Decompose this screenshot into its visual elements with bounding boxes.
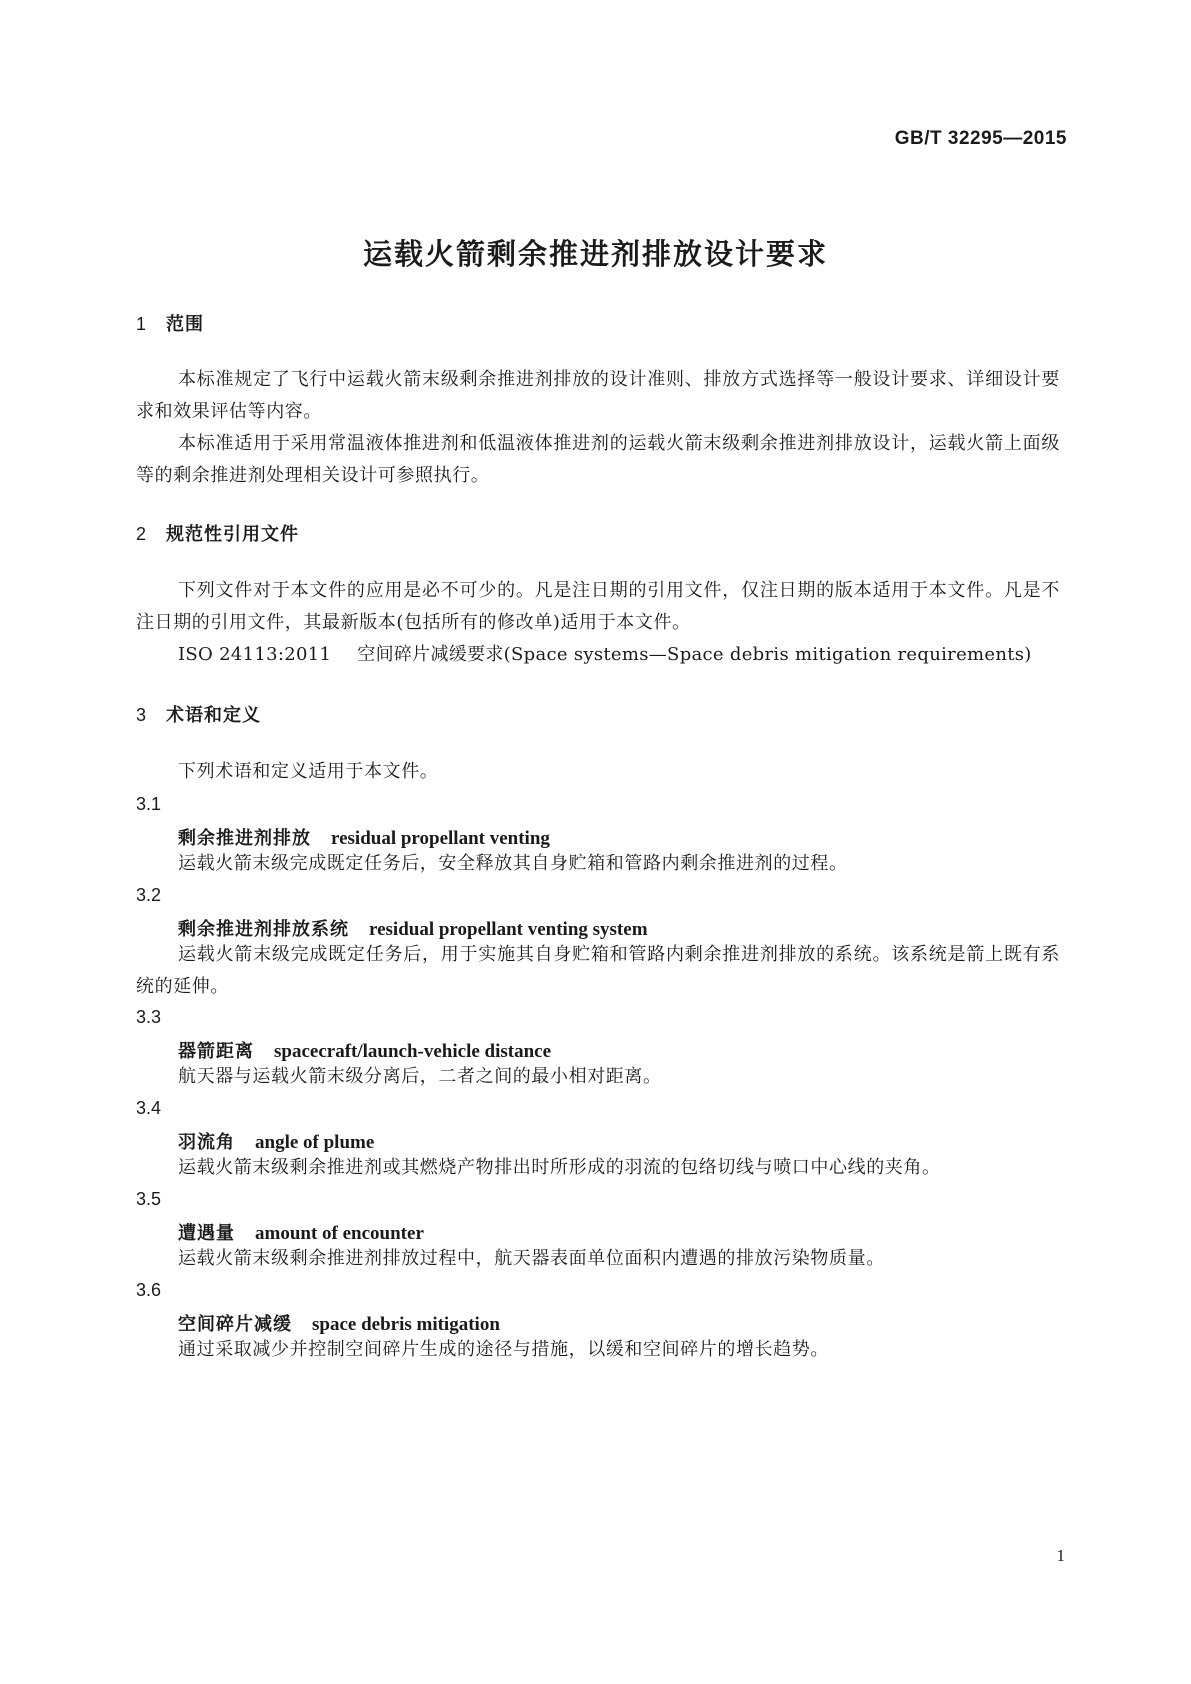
- terms-intro-paragraph: 下列术语和定义适用于本文件。: [178, 761, 439, 782]
- term-number: 3.4: [136, 1098, 162, 1118]
- term-entry: [178, 915, 648, 941]
- section-heading-normative-references: [136, 520, 299, 546]
- term-number: 3.6: [136, 1280, 162, 1300]
- term-entry: [178, 1219, 424, 1245]
- section-title: 范围: [166, 314, 204, 335]
- term-zh: 剩余推进剂排放: [178, 828, 311, 849]
- section-title: 术语和定义: [166, 705, 261, 726]
- term-en: spacecraft/launch-vehicle distance: [274, 1041, 552, 1062]
- scope-paragraph-1: 本标准规定了飞行中运载火箭末级剩余推进剂排放的设计准则、排放方式选择等一般设计要求、详细设计要求和效果评估等内容。: [136, 369, 1060, 422]
- section-heading-scope: [136, 310, 204, 336]
- section-number: 2: [136, 524, 148, 544]
- document-title: 运载火箭剩余推进剂排放设计要求: [362, 237, 828, 271]
- term-definition: 航天器与运载火箭末级分离后，二者之间的最小相对距离。: [178, 1066, 662, 1087]
- term-zh: 遭遇量: [178, 1223, 235, 1244]
- term-number: 3.5: [136, 1189, 162, 1209]
- term-number: 3.1: [136, 794, 162, 814]
- section-title: 规范性引用文件: [166, 524, 299, 545]
- section-heading-terms: [136, 701, 261, 727]
- term-en: residual propellant venting: [331, 828, 550, 849]
- term-en: residual propellant venting system: [369, 919, 648, 940]
- term-zh: 器箭距离: [178, 1041, 254, 1062]
- term-number: 3.2: [136, 885, 162, 905]
- section-number: 1: [136, 314, 148, 334]
- term-entry: [178, 1128, 374, 1154]
- term-definition: 运载火箭末级完成既定任务后，安全释放其自身贮箱和管路内剩余推进剂的过程。: [178, 853, 848, 874]
- term-entry: [178, 1310, 500, 1336]
- scope-paragraph-2: 本标准适用于采用常温液体推进剂和低温液体推进剂的运载火箭末级剩余推进剂排放设计，运载火箭上面级等的剩余推进剂处理相关设计可参照执行。: [136, 433, 1060, 486]
- term-en: amount of encounter: [255, 1223, 424, 1244]
- term-entry: [178, 824, 550, 850]
- term-definition: 通过采取减少并控制空间碎片生成的途径与措施，以缓和空间碎片的增长趋势。: [178, 1339, 829, 1360]
- term-en: space debris mitigation: [312, 1314, 500, 1335]
- term-zh: 剩余推进剂排放系统: [178, 919, 349, 940]
- term-zh: 空间碎片减缓: [178, 1314, 292, 1335]
- term-number: 3.3: [136, 1007, 162, 1027]
- term-zh: 羽流角: [178, 1132, 235, 1153]
- term-definition: 运载火箭末级剩余推进剂或其燃烧产物排出时所形成的羽流的包络切线与喷口中心线的夹角。: [178, 1157, 941, 1178]
- reference-title: 空间碎片减缓要求(Space systems—Space debris mitigation requirements): [357, 644, 1032, 665]
- reference-entry: [178, 640, 1032, 666]
- references-paragraph: 下列文件对于本文件的应用是必不可少的。凡是注日期的引用文件，仅注日期的版本适用于本文件。凡是不注日期的引用文件，其最新版本(包括所有的修改单)适用于本文件。: [136, 580, 1060, 633]
- term-en: angle of plume: [255, 1132, 375, 1153]
- page-number: 1: [1056, 1546, 1065, 1565]
- reference-code: ISO 24113:2011: [178, 644, 332, 665]
- term-entry: [178, 1037, 551, 1063]
- section-number: 3: [136, 705, 148, 725]
- standard-code: GB/T 32295—2015: [894, 128, 1067, 149]
- term-definition: 运载火箭末级剩余推进剂排放过程中，航天器表面单位面积内遭遇的排放污染物质量。: [178, 1248, 885, 1269]
- term-definition: 运载火箭末级完成既定任务后，用于实施其自身贮箱和管路内剩余推进剂排放的系统。该系统是箭上既有系统的延伸。: [136, 944, 1060, 997]
